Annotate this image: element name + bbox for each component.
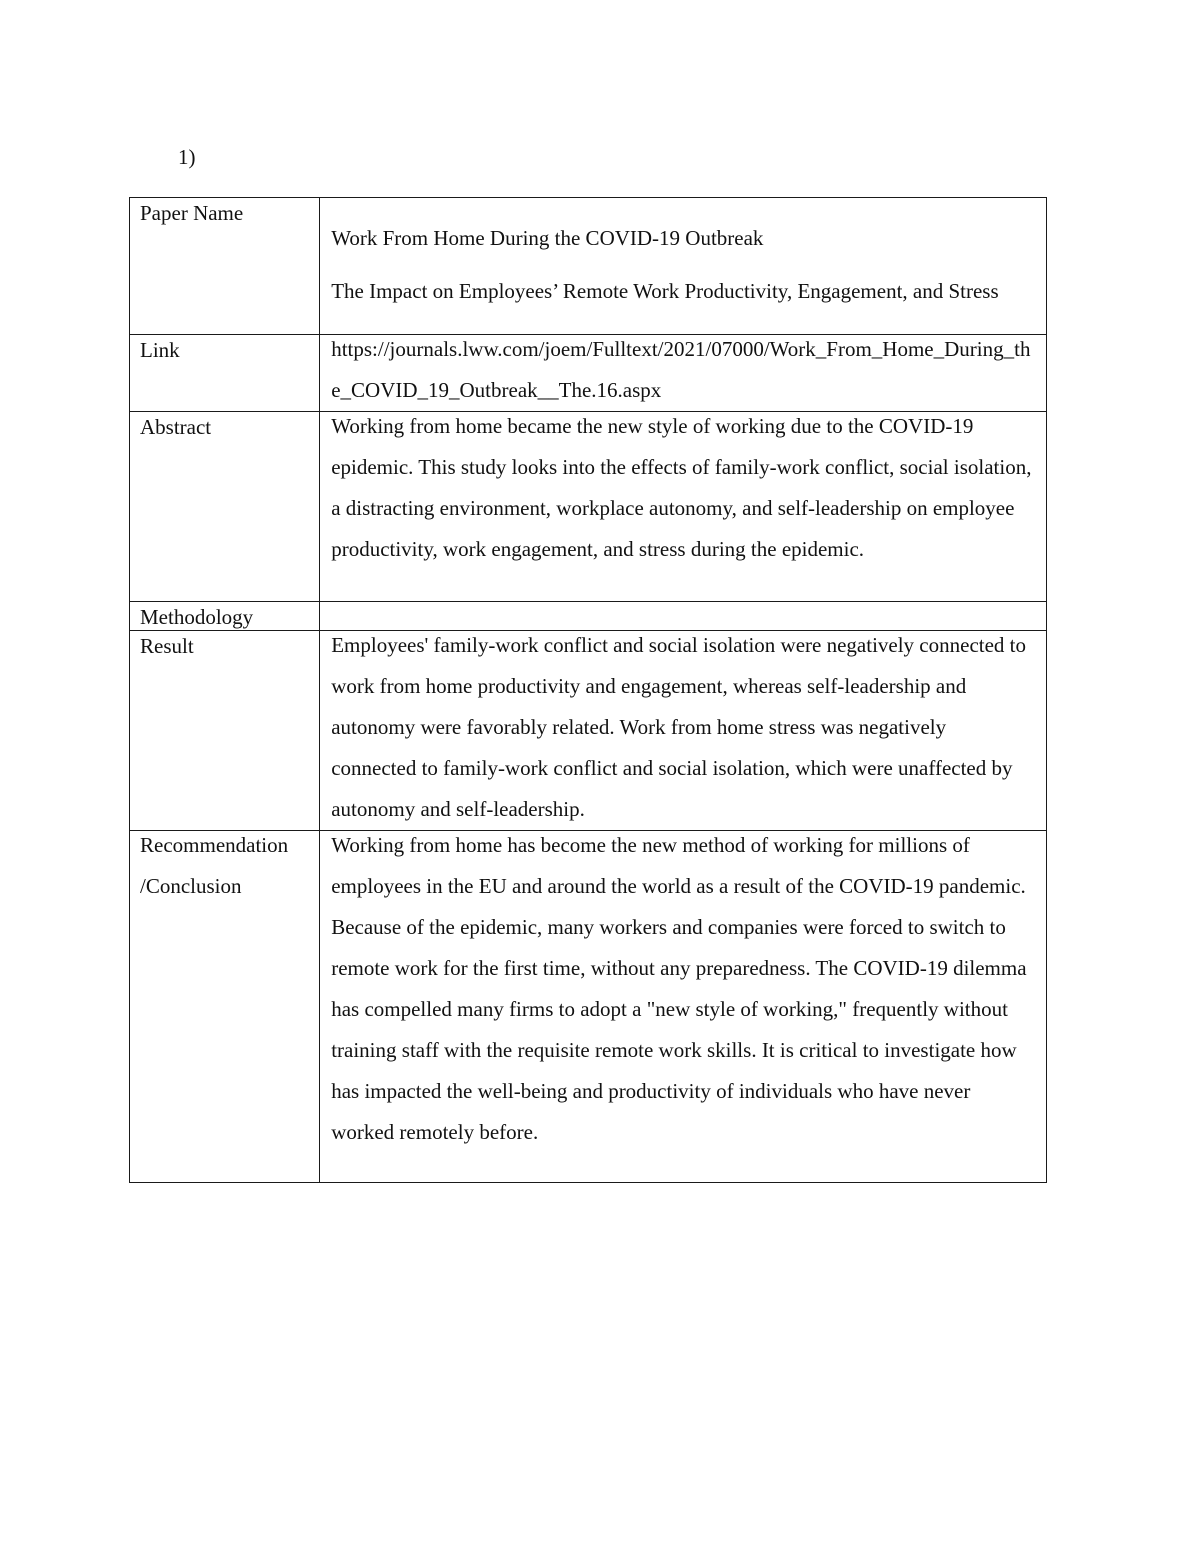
recommendation-content-cell [320,831,1047,1183]
item-number: 1) [178,145,196,169]
result-text: Employees' family-work conflict and social isolation were negatively connected to work from home productivity and engagement, whereas self-leadership and autonomy were favorably related. Work from home stress was negatively connected to family-work conflict and social isolation, which were unaffected by autonomy and self-leadership. [331,633,1027,821]
recommendation-label-cell [130,831,320,1183]
methodology-label: Methodology [140,605,254,629]
abstract-label-cell [130,412,320,602]
paper-title: Work From Home During the COVID-19 Outbreak [331,226,764,250]
abstract-content-cell [320,412,1047,602]
paper-link[interactable]: https://journals.lww.com/joem/Fulltext/2021/07000/Work_From_Home_During_the_COVID_19_Outbreak__The.16.aspx [331,337,1031,402]
result-label-cell [130,631,320,831]
link-label: Link [140,338,180,362]
result-content-cell [320,631,1047,831]
row-result [130,631,1047,831]
paper-review-table [129,197,1047,1183]
paper-name-content-cell [320,198,1047,335]
methodology-label-cell [130,602,320,631]
row-recommendation [130,831,1047,1183]
abstract-text: Working from home became the new style of working due to the COVID-19 epidemic. This study looks into the effects of family-work conflict, social isolation, a distracting environment, workplace autonomy, and self-leadership on employee productivity, work engagement, and stress during the epidemic. [331,414,1032,561]
link-content-cell [320,335,1047,412]
recommendation-label: Recommendation /Conclusion [140,833,289,898]
paper-name-label: Paper Name [140,201,244,225]
paper-name-label-cell [130,198,320,335]
row-link [130,335,1047,412]
recommendation-text: Working from home has become the new method of working for millions of employees in the EU and around the world as a result of the COVID-19 pandemic. Because of the epidemic, many workers and companies were forced to switch to remote work for the first time, without any preparedness. The COVID-19 dilemma has compelled many firms to adopt a "new style of working," frequently without training staff with the requisite remote work skills. It is critical to investigate how has impacted the well-being and productivity of individuals who have never worked remotely before. [331,833,1027,1144]
result-label: Result [140,634,194,658]
abstract-label: Abstract [140,415,212,439]
paper-subtitle: The Impact on Employees’ Remote Work Productivity, Engagement, and Stress [331,279,999,303]
link-label-cell [130,335,320,412]
row-abstract [130,412,1047,602]
row-paper-name [130,198,1047,335]
